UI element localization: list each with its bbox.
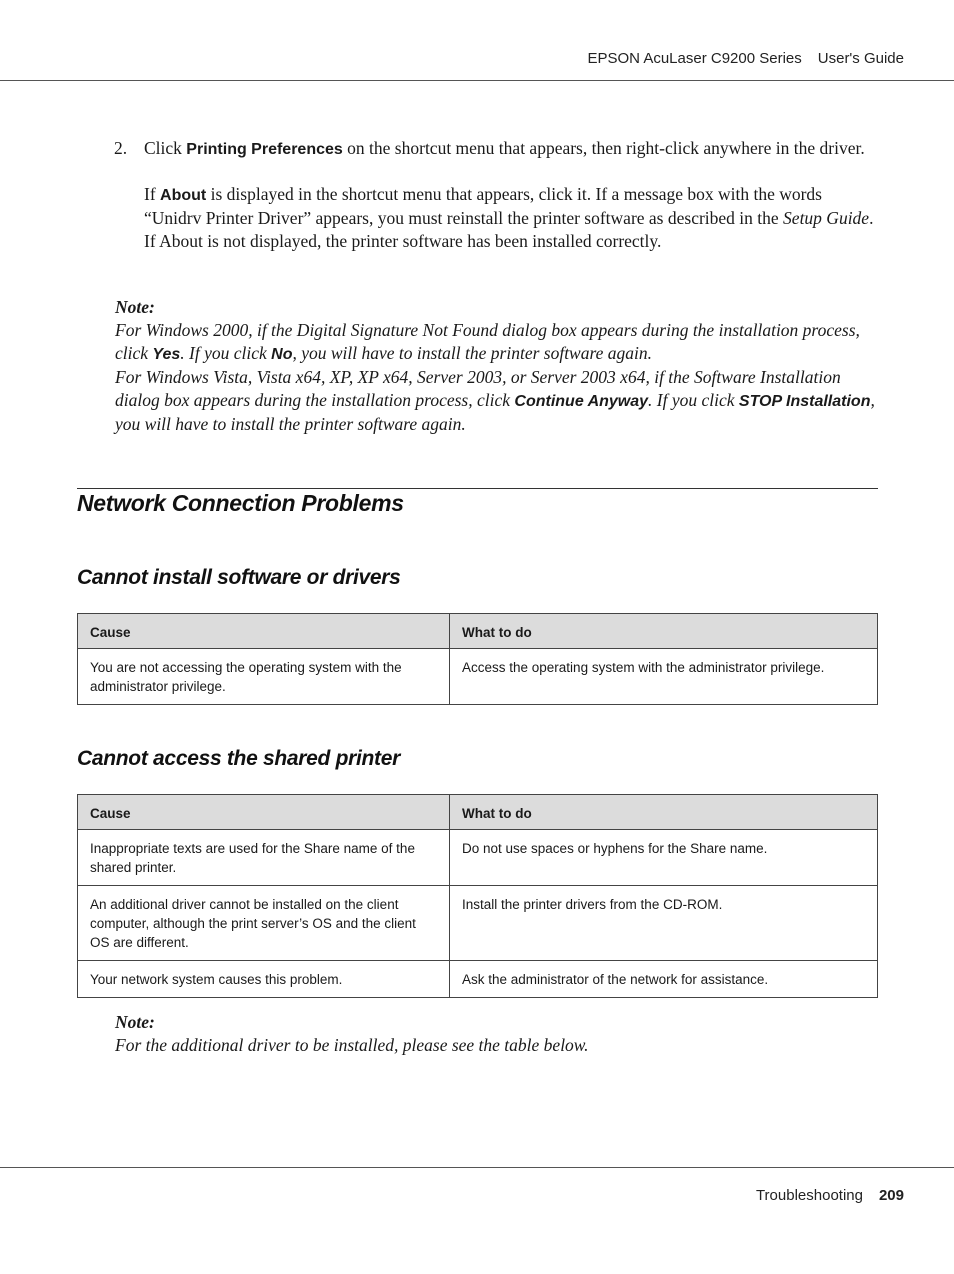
table-row — [78, 961, 878, 998]
header-product: EPSON AcuLaser C9200 Series — [587, 50, 802, 67]
table-header-row — [78, 614, 878, 649]
header-rule — [0, 80, 954, 81]
what-to-do-header: What to do — [450, 614, 878, 649]
cause-cell: Your network system causes this problem. — [78, 961, 450, 998]
page-footer — [756, 1187, 904, 1204]
footer-rule — [0, 1167, 954, 1168]
note-label: Note: — [115, 1012, 155, 1032]
note-windows-2000: For Windows 2000, if the Digital Signature Not Found dialog box appears during the installation process, click Yes. If you click No, you will have to install the printer software again. — [115, 320, 860, 363]
page-header — [587, 50, 904, 67]
note-label: Note: — [115, 297, 155, 317]
table-header-row — [78, 795, 878, 830]
cause-cell: Inappropriate texts are used for the Share name of the shared printer. — [78, 830, 450, 886]
table-row — [78, 886, 878, 961]
subsection-title-install: Cannot install software or drivers — [77, 566, 401, 589]
printing-preferences-term: Printing Preferences — [186, 141, 343, 158]
no-term: No — [271, 346, 293, 363]
action-cell: Do not use spaces or hyphens for the Share name. — [450, 830, 878, 886]
cause-header: Cause — [78, 795, 450, 830]
page-number: 209 — [878, 1187, 904, 1204]
table-row — [78, 830, 878, 886]
section-title: Network Connection Problems — [77, 490, 404, 516]
step-paragraph-2: If About is displayed in the shortcut menu that appears, click it. If a message box with the words “Unidrv Printer Driver” appears, you must reinstall the printer software as described in the Setup Guide. If About is not displayed, the printer software has been installed correctly. — [144, 184, 874, 251]
action-cell: Access the operating system with the administrator privilege. — [450, 649, 878, 705]
note-installation — [115, 296, 880, 436]
setup-guide-ref: Setup Guide — [783, 208, 870, 228]
section-rule — [77, 488, 878, 489]
cause-cell: You are not accessing the operating system with the administrator privilege. — [78, 649, 450, 705]
step-number: 2. — [114, 138, 128, 158]
footer-section: Troubleshooting — [755, 1187, 863, 1204]
shared-printer-table — [77, 794, 878, 998]
action-cell: Install the printer drivers from the CD-ROM. — [450, 886, 878, 961]
install-table — [77, 613, 878, 705]
note-windows-vista: For Windows Vista, Vista x64, XP, XP x64, Server 2003, or Server 2003 x64, if the Software Installation dialog box appears during the installation process, click Continue Anyway. If you click STOP Installation, you will have to install the printer software again. — [115, 367, 875, 434]
note-text: For the additional driver to be installed, please see the table below. — [115, 1035, 589, 1055]
subsection-title-shared: Cannot access the shared printer — [77, 747, 401, 770]
step-paragraph-1: Click Printing Preferences on the shortcut menu that appears, then right-click anywhere in the driver. — [144, 138, 865, 158]
action-cell: Ask the administrator of the network for assistance. — [450, 961, 878, 998]
stop-installation-term: STOP Installation — [738, 393, 871, 410]
step-2 — [114, 137, 879, 253]
header-guide: User's Guide — [817, 50, 904, 67]
cause-header: Cause — [78, 614, 450, 649]
yes-term: Yes — [152, 346, 181, 363]
cause-cell: An additional driver cannot be installed on the client computer, although the print server’s OS and the client OS are different. — [78, 886, 450, 961]
table-row — [78, 649, 878, 705]
what-to-do-header: What to do — [450, 795, 878, 830]
continue-anyway-term: Continue Anyway — [514, 393, 649, 410]
about-term: About — [160, 187, 207, 204]
note-additional-driver — [115, 1011, 880, 1057]
